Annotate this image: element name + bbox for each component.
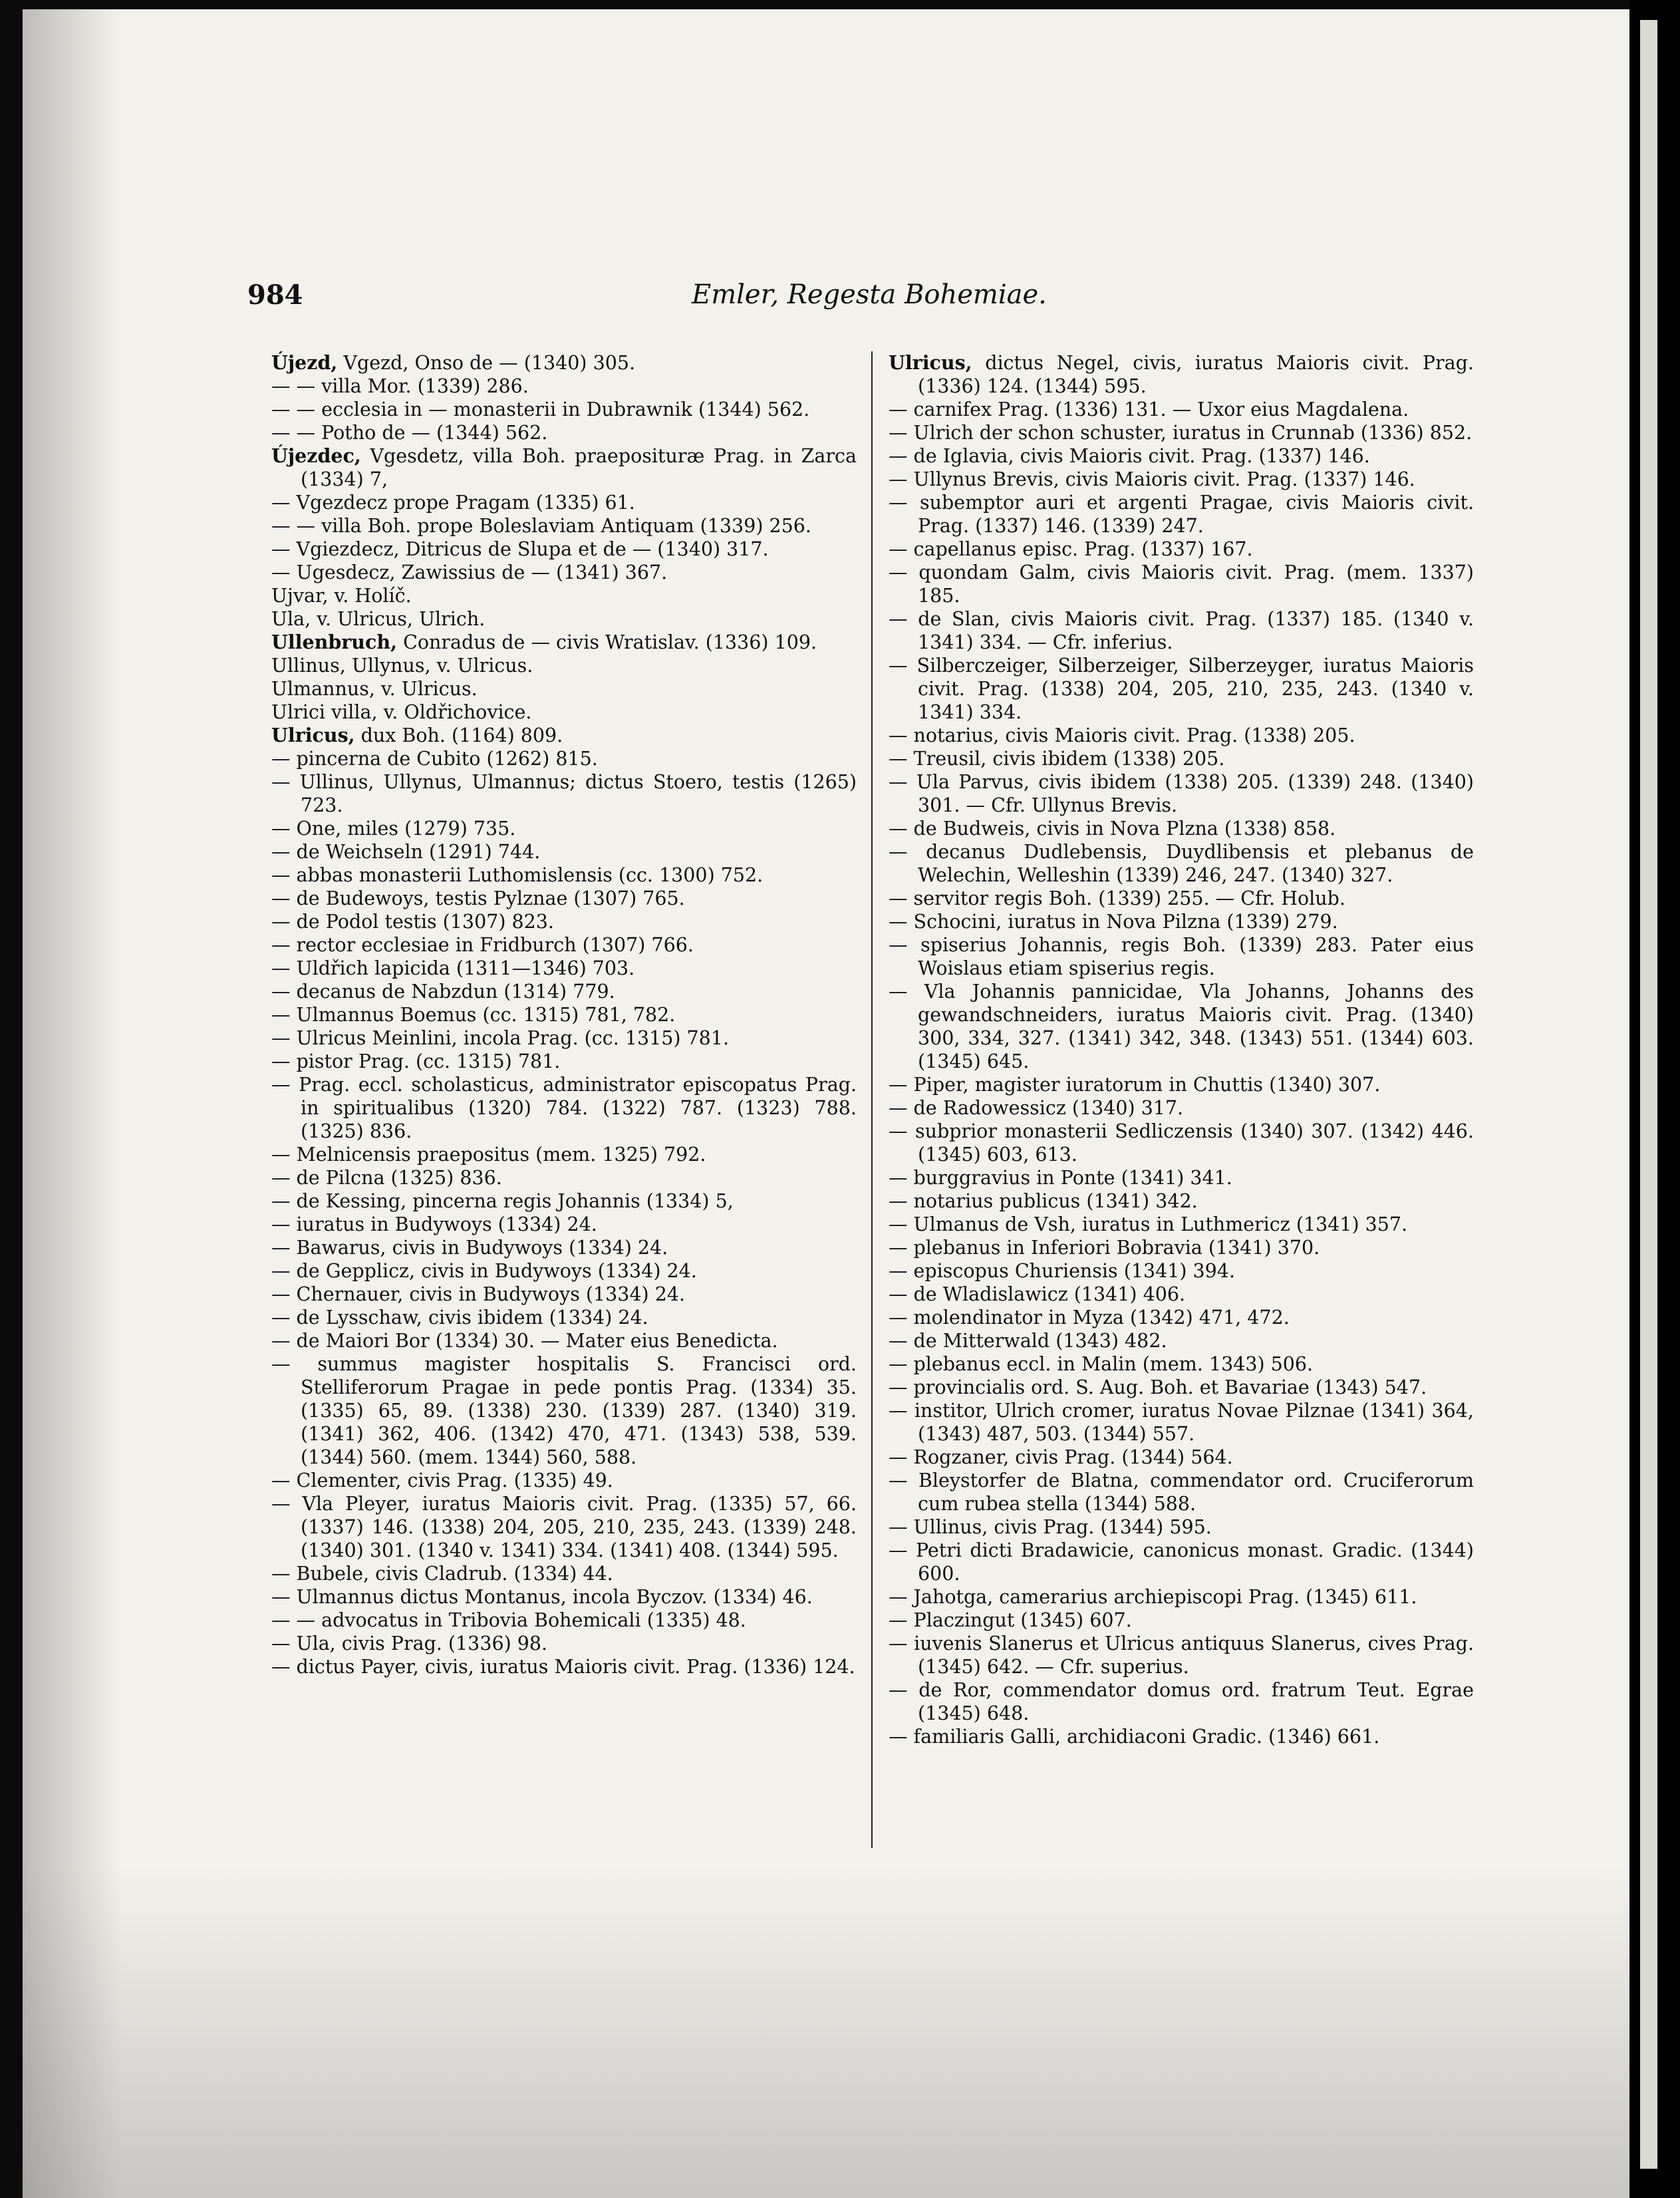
index-entry xyxy=(271,607,857,631)
entry-text: Ullinus, Ullynus, v. Ulricus. xyxy=(271,655,533,677)
index-entry xyxy=(889,1539,1474,1585)
index-entry xyxy=(271,1073,857,1143)
entry-headword: Ullenbruch, xyxy=(271,631,398,653)
entry-text: — Vla Johannis pannicidae, Vla Johanns, Johanns des gewandschneiders, iuratus Maioris civit. Prag. (1340) 300, 334, 327. (1341) 342, 348. (1343) 551. (1344) 603. (1345) 645. xyxy=(889,981,1474,1072)
index-entry xyxy=(889,398,1474,421)
entry-text: — Ugesdecz, Zawissius de — (1341) 367. xyxy=(271,561,668,583)
index-entry xyxy=(889,817,1474,840)
entry-text: Ula, v. Ulricus, Ulrich. xyxy=(271,608,486,630)
index-entry xyxy=(271,1143,857,1166)
index-entry xyxy=(271,1213,857,1236)
index-entry xyxy=(271,747,857,770)
entry-text: — plebanus eccl. in Malin (mem. 1343) 506. xyxy=(889,1353,1314,1375)
entry-text: — Uldřich lapicida (1311—1346) 703. xyxy=(271,957,635,979)
index-entry xyxy=(271,770,857,817)
index-entry xyxy=(889,1678,1474,1725)
running-title: Emler, Regesta Bohemiae. xyxy=(692,279,1047,310)
entry-text: — Ulmanus de Vsh, iuratus in Luthmericz (1341) 357. xyxy=(889,1213,1408,1235)
page-number: 984 xyxy=(247,279,303,311)
index-entry xyxy=(889,1632,1474,1678)
entry-text: — de Mitterwald (1343) 482. xyxy=(889,1330,1167,1352)
entry-text: — — villa Mor. (1339) 286. xyxy=(271,375,529,397)
index-entry xyxy=(271,1469,857,1492)
entry-text: Conradus de — civis Wratislav. (1336) 109. xyxy=(397,631,817,653)
index-entry xyxy=(271,491,857,514)
entry-text: — Jahotga, camerarius archiepiscopi Prag. (1345) 611. xyxy=(889,1586,1417,1608)
index-entry xyxy=(889,351,1474,398)
index-entry xyxy=(889,1469,1474,1515)
entry-text: — dictus Payer, civis, iuratus Maioris civit. Prag. (1336) 124. xyxy=(271,1656,855,1678)
index-entry xyxy=(271,1259,857,1283)
index-entry xyxy=(889,1609,1474,1632)
index-entry xyxy=(889,654,1474,724)
index-entry xyxy=(271,1026,857,1050)
index-entry xyxy=(271,980,857,1003)
index-entry xyxy=(271,514,857,538)
entry-text: — quondam Galm, civis Maioris civit. Prag. (mem. 1337) 185. xyxy=(889,561,1474,607)
entry-text: — molendinator in Myza (1342) 471, 472. xyxy=(889,1307,1290,1329)
entry-text: — de Slan, civis Maioris civit. Prag. (1337) 185. (1340 v. 1341) 334. — Cfr. inferius. xyxy=(889,608,1474,653)
index-entry xyxy=(271,375,857,398)
scan-edge-strip xyxy=(1640,20,1657,2169)
entry-text: — de Lysschaw, civis ibidem (1334) 24. xyxy=(271,1307,648,1329)
index-entry xyxy=(889,887,1474,910)
index-entry xyxy=(271,817,857,840)
entry-text: — Vla Pleyer, iuratus Maioris civit. Prag. (1335) 57, 66. (1337) 146. (1338) 204, 205, 210, 235, 243. (1339) 248. (1340) 301. (1340 v. 1341) 334. (1341) 408. (1344) 595. xyxy=(271,1493,857,1561)
entry-text: — servitor regis Boh. (1339) 255. — Cfr. Holub. xyxy=(889,887,1345,909)
entry-text: — Ula Parvus, civis ibidem (1338) 205. (1339) 248. (1340) 301. — Cfr. Ullynus Brevis. xyxy=(889,771,1474,816)
entry-text: — Vgezdecz prope Pragam (1335) 61. xyxy=(271,492,635,514)
index-entry xyxy=(271,910,857,933)
entry-text: — — Potho de — (1344) 562. xyxy=(271,422,548,444)
entry-text: — Prag. eccl. scholasticus, administrator episcopatus Prag. in spiritualibus (1320) 784. (1322) 787. (1323) 788. (1325) 836. xyxy=(271,1074,857,1142)
index-entry xyxy=(271,538,857,561)
entry-text: — Ulmannus dictus Montanus, incola Byczov. (1334) 46. xyxy=(271,1586,813,1608)
entry-text: — — ecclesia in — monasterii in Dubrawnik (1344) 562. xyxy=(271,398,810,420)
index-entry xyxy=(889,1236,1474,1259)
entry-text: — de Budweis, civis in Nova Plzna (1338) 858. xyxy=(889,818,1336,840)
index-entry xyxy=(271,398,857,421)
entry-text: — Bleystorfer de Blatna, commendator ord. Cruciferorum cum rubea stella (1344) 588. xyxy=(889,1470,1474,1515)
index-entry xyxy=(889,910,1474,933)
index-entry xyxy=(889,1189,1474,1213)
index-entry xyxy=(271,957,857,980)
index-entry xyxy=(889,1096,1474,1120)
page-shadow-bottom xyxy=(23,1865,1629,2198)
index-entry xyxy=(271,1236,857,1259)
index-entry xyxy=(889,1399,1474,1446)
entry-text: — de Ror, commendator domus ord. fratrum Teut. Egrae (1345) 648. xyxy=(889,1679,1474,1724)
entry-text: — rector ecclesiae in Fridburch (1307) 766. xyxy=(271,934,694,956)
index-entry xyxy=(889,1446,1474,1469)
index-entry xyxy=(271,351,857,375)
entry-headword: Ulricus, xyxy=(271,724,355,746)
entry-text: — Bubele, civis Cladrub. (1334) 44. xyxy=(271,1563,613,1585)
entry-text: — capellanus episc. Prag. (1337) 167. xyxy=(889,538,1253,560)
index-entry xyxy=(889,980,1474,1073)
entry-text: — Silberczeiger, Silberzeiger, Silberzeyger, iuratus Maioris civit. Prag. (1338) 204, 205, 210, 235, 243. (1340 v. 1341) 334. xyxy=(889,655,1474,723)
index-entry xyxy=(889,444,1474,468)
index-entry xyxy=(271,1585,857,1609)
index-entry xyxy=(271,1329,857,1352)
entry-text: — de Kessing, pincerna regis Johannis (1334) 5, xyxy=(271,1190,734,1212)
column-divider xyxy=(871,351,873,1848)
entry-text: — familiaris Galli, archidiaconi Gradic. (1346) 661. xyxy=(889,1726,1380,1748)
entry-text: — One, miles (1279) 735. xyxy=(271,818,516,840)
index-entry xyxy=(271,1283,857,1306)
entry-text: — institor, Ulrich cromer, iuratus Novae Pilznae (1341) 364, (1343) 487, 503. (1344) 557. xyxy=(889,1400,1474,1445)
index-entry xyxy=(271,1562,857,1585)
index-entry xyxy=(889,770,1474,817)
entry-text: — Ulricus Meinlini, incola Prag. (cc. 1315) 781. xyxy=(271,1027,730,1049)
entry-text: — subprior monasterii Sedliczensis (1340) 307. (1342) 446. (1345) 603, 613. xyxy=(889,1120,1474,1166)
entry-text: — decanus de Nabzdun (1314) 779. xyxy=(271,981,615,1003)
index-entry xyxy=(889,1213,1474,1236)
entry-text: — Chernauer, civis in Budywoys (1334) 24. xyxy=(271,1283,686,1305)
entry-text: — carnifex Prag. (1336) 131. — Uxor eius Magdalena. xyxy=(889,398,1409,420)
entry-text: — Ullynus Brevis, civis Maioris civit. Prag. (1337) 146. xyxy=(889,468,1415,490)
index-entry xyxy=(889,1073,1474,1096)
entry-text: — notarius, civis Maioris civit. Prag. (1338) 205. xyxy=(889,724,1355,746)
index-entry xyxy=(889,724,1474,747)
entry-text: — de Budewoys, testis Pylznae (1307) 765. xyxy=(271,887,685,909)
entry-text: Ulmannus, v. Ulricus. xyxy=(271,678,478,700)
index-entry xyxy=(271,631,857,654)
entry-text: — Placzingut (1345) 607. xyxy=(889,1609,1132,1631)
index-entry xyxy=(889,1376,1474,1399)
index-entry xyxy=(271,421,857,444)
index-entry xyxy=(271,887,857,910)
entry-text: — — villa Boh. prope Boleslaviam Antiquam (1339) 256. xyxy=(271,515,811,537)
entry-text: — summus magister hospitalis S. Francisci ord. Stelliferorum Pragae in pede pontis Prag. (1334) 35. (1335) 65, 89. (1338) 230. (1339) 287. (1340) 319. (1341) 362, 406. (1342) 470, 471. (1343) 538, 539. (1344) 560. (mem. 1344) 560, 588. xyxy=(271,1353,857,1468)
index-entry xyxy=(889,468,1474,491)
index-entry xyxy=(271,677,857,701)
entry-text: — decanus Dudlebensis, Duydlibensis et plebanus de Welechin, Welleshin (1339) 246, 247. (1340) 327. xyxy=(889,841,1474,886)
index-entry xyxy=(271,1003,857,1026)
index-entry xyxy=(889,607,1474,654)
index-entry xyxy=(271,1492,857,1562)
entry-text: — Vgiezdecz, Ditricus de Slupa et de — (1340) 317. xyxy=(271,538,769,560)
index-entry xyxy=(271,864,857,887)
entry-text: — Treusil, civis ibidem (1338) 205. xyxy=(889,748,1225,770)
entry-text: Ulrici villa, v. Oldřichovice. xyxy=(271,701,532,723)
entry-text: — de Maiori Bor (1334) 30. — Mater eius Benedicta. xyxy=(271,1330,778,1352)
entry-text: — Schocini, iuratus in Nova Pilzna (1339) 279. xyxy=(889,911,1338,933)
index-entry xyxy=(889,933,1474,980)
entry-headword: Újezdec, xyxy=(271,444,361,467)
index-entry xyxy=(889,1352,1474,1376)
index-entry xyxy=(271,1609,857,1632)
index-entry xyxy=(271,654,857,677)
entry-text: — iuvenis Slanerus et Ulricus antiquus Slanerus, cives Prag. (1345) 642. — Cfr. superius. xyxy=(889,1633,1474,1678)
entry-text: — Bawarus, civis in Budywoys (1334) 24. xyxy=(271,1237,668,1259)
index-entry xyxy=(271,724,857,747)
entry-text: — de Iglavia, civis Maioris civit. Prag. (1337) 146. xyxy=(889,445,1370,467)
entry-text: — Petri dicti Bradawicie, canonicus monast. Gradic. (1344) 600. xyxy=(889,1539,1474,1585)
right-column xyxy=(889,351,1474,1748)
index-entry xyxy=(271,933,857,957)
entry-text: — plebanus in Inferiori Bobravia (1341) 370. xyxy=(889,1237,1320,1259)
index-entry xyxy=(889,1259,1474,1283)
index-entry xyxy=(889,1166,1474,1189)
index-entry xyxy=(271,1632,857,1655)
entry-text: — de Weichseln (1291) 744. xyxy=(271,841,541,863)
entry-text: — notarius publicus (1341) 342. xyxy=(889,1190,1198,1212)
index-entry xyxy=(889,747,1474,770)
entry-text: — de Radowessicz (1340) 317. xyxy=(889,1097,1184,1119)
entry-text: — Rogzaner, civis Prag. (1344) 564. xyxy=(889,1446,1233,1468)
index-entry xyxy=(889,1306,1474,1329)
index-entry xyxy=(271,1050,857,1073)
entry-text: — de Wladislawicz (1341) 406. xyxy=(889,1283,1186,1305)
index-entry xyxy=(889,1329,1474,1352)
index-entry xyxy=(271,1166,857,1189)
entry-text: — — advocatus in Tribovia Bohemicali (1335) 48. xyxy=(271,1609,746,1631)
entry-text: — Ulmannus Boemus (cc. 1315) 781, 782. xyxy=(271,1004,676,1026)
entry-text: — de Gepplicz, civis in Budywoys (1334) 24. xyxy=(271,1260,697,1282)
entry-text: — abbas monasterii Luthomislensis (cc. 1300) 752. xyxy=(271,864,764,886)
entry-text: — provincialis ord. S. Aug. Boh. et Bavariae (1343) 547. xyxy=(889,1376,1427,1398)
entry-headword: Újezd, xyxy=(271,351,338,374)
entry-text: Ujvar, v. Holíč. xyxy=(271,585,412,607)
entry-text: — Melnicensis praepositus (mem. 1325) 792. xyxy=(271,1144,706,1166)
index-entry xyxy=(271,1655,857,1678)
index-entry xyxy=(271,584,857,607)
entry-text: — pincerna de Cubito (1262) 815. xyxy=(271,748,598,770)
entry-text: dux Boh. (1164) 809. xyxy=(354,724,563,746)
entry-text: — iuratus in Budywoys (1334) 24. xyxy=(271,1213,597,1235)
index-entry xyxy=(271,1189,857,1213)
entry-headword: Ulricus, xyxy=(889,351,972,374)
entry-text: — Ullinus, civis Prag. (1344) 595. xyxy=(889,1516,1212,1538)
entry-text: — de Pilcna (1325) 836. xyxy=(271,1167,502,1189)
index-entry xyxy=(271,840,857,864)
index-entry xyxy=(889,561,1474,607)
index-entry xyxy=(889,1515,1474,1539)
index-entry xyxy=(889,1120,1474,1166)
entry-text: Vgezd, Onso de — (1340) 305. xyxy=(337,352,636,374)
entry-text: — Clementer, civis Prag. (1335) 49. xyxy=(271,1470,613,1492)
left-column xyxy=(271,351,857,1678)
index-entry xyxy=(271,561,857,584)
entry-text: — Ullinus, Ullynus, Ulmannus; dictus Stoero, testis (1265) 723. xyxy=(271,771,857,816)
entry-text: dictus Negel, civis, iuratus Maioris civit. Prag. (1336) 124. (1344) 595. xyxy=(918,352,1474,397)
entry-text: — de Podol testis (1307) 823. xyxy=(271,911,554,933)
index-entry xyxy=(271,701,857,724)
index-entry xyxy=(889,840,1474,887)
entry-text: — Piper, magister iuratorum in Chuttis (1340) 307. xyxy=(889,1074,1381,1096)
index-entry xyxy=(271,1306,857,1329)
index-entry xyxy=(889,538,1474,561)
entry-text: Vgesdetz, villa Boh. praeposituræ Prag. in Zarca (1334) 7, xyxy=(301,445,857,490)
index-entry xyxy=(889,1283,1474,1306)
index-entry xyxy=(889,491,1474,538)
entry-text: — spiserius Johannis, regis Boh. (1339) 283. Pater eius Woislaus etiam spiserius regis. xyxy=(889,934,1474,979)
entry-text: — burggravius in Ponte (1341) 341. xyxy=(889,1167,1232,1189)
entry-text: — subemptor auri et argenti Pragae, civis Maioris civit. Prag. (1337) 146. (1339) 247. xyxy=(889,492,1474,537)
index-entry xyxy=(271,444,857,491)
entry-text: — pistor Prag. (cc. 1315) 781. xyxy=(271,1050,561,1072)
entry-text: — Ulrich der schon schuster, iuratus in Crunnab (1336) 852. xyxy=(889,422,1472,444)
index-entry xyxy=(271,1352,857,1469)
index-entry xyxy=(889,421,1474,444)
index-entry xyxy=(889,1725,1474,1748)
entry-text: — Ula, civis Prag. (1336) 98. xyxy=(271,1633,548,1654)
entry-text: — episcopus Churiensis (1341) 394. xyxy=(889,1260,1236,1282)
index-entry xyxy=(889,1585,1474,1609)
